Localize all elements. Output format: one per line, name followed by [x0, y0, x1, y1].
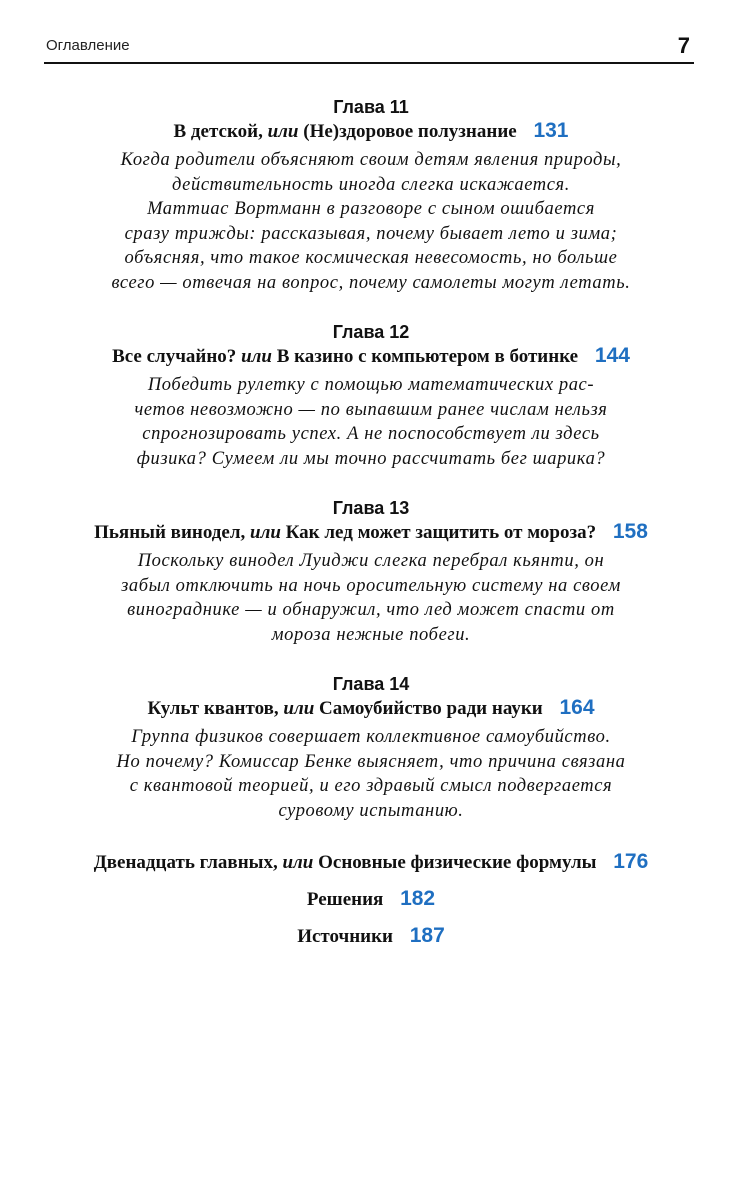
description-line: Когда родители объясняют своим детям явления природы,: [120, 150, 622, 170]
toc-content: [44, 96, 698, 960]
chapter-page-number[interactable]: 158: [612, 520, 648, 543]
toc-entry-sources[interactable]: [44, 923, 698, 950]
chapter-title-or: или: [241, 346, 272, 367]
running-header: [44, 34, 694, 64]
chapter-title-part-b: Как лед может защитить от мороза?: [285, 522, 597, 543]
description-line: Поскольку винодел Луиджи слегка перебрал кьянти, он: [137, 551, 605, 571]
chapter-page-number[interactable]: 131: [533, 119, 569, 142]
chapter-title-part-a: В детской,: [173, 121, 263, 142]
description-line: физика? Сумеем ли мы точно рассчитать бег шарика?: [136, 448, 606, 469]
header-page-number: 7: [677, 33, 690, 58]
chapter-description: [44, 549, 698, 647]
chapter-title-part-a: Пьяный винодел,: [94, 522, 246, 543]
chapter-title-or: или: [283, 698, 315, 719]
chapter-label: Глава 11: [333, 97, 409, 117]
entry-page-number[interactable]: 182: [400, 887, 436, 910]
chapter-title-part-b: Самоубийство ради науки: [319, 698, 543, 719]
description-line: Но почему? Комиссар Бенке выясняет, что причина связана: [116, 751, 626, 772]
chapter-title[interactable]: [44, 343, 698, 370]
chapter-title-part-a: Все случайно?: [112, 346, 237, 367]
chapter-description: [44, 725, 698, 823]
entry-title-part-b: Основные физические формулы: [318, 852, 597, 873]
chapter-title[interactable]: [44, 519, 698, 546]
toc-chapter-12: [44, 321, 698, 471]
chapter-label: Глава 13: [332, 498, 410, 518]
toc-chapter-11: [44, 96, 698, 295]
entry-title-or: или: [282, 852, 314, 873]
description-line: Победить рулетку с помощью математических рас-: [147, 375, 595, 395]
description-line: винограднике — и обнаружил, что лед может спасти от: [127, 600, 615, 620]
description-line: спрогнозировать успех. А не поспособствует ли здесь: [142, 424, 600, 444]
description-line: четов невозможно — по выпавшим ранее числам нельзя: [134, 399, 608, 420]
chapter-label: Глава 14: [332, 674, 410, 694]
chapter-label: Глава 12: [332, 322, 410, 342]
toc-entry-solutions[interactable]: [44, 886, 698, 913]
chapter-title-or: или: [267, 121, 299, 142]
description-line: Маттиас Вортманн в разговоре с сыном ошибается: [147, 199, 595, 219]
entry-title-part-a: Двенадцать главных,: [93, 852, 278, 873]
chapter-title-part-b: (Не)здоровое полузнание: [303, 121, 517, 142]
entry-title: Источники: [297, 926, 393, 947]
chapter-description: [44, 373, 698, 471]
chapter-description: [44, 148, 698, 295]
chapter-page-number[interactable]: 144: [594, 344, 630, 367]
description-line: всего — отвечая на вопрос, почему самолеты могут летать.: [111, 272, 631, 293]
chapter-title-or: или: [250, 522, 281, 543]
description-line: сразу трижды: рассказывая, почему бывает лето и зима;: [124, 223, 618, 244]
chapter-title-part-a: Культ квантов,: [147, 698, 279, 719]
toc-entry-formulas[interactable]: [44, 849, 698, 876]
chapter-title[interactable]: [44, 118, 698, 145]
entry-page-number[interactable]: 187: [409, 924, 445, 947]
description-line: объясняя, что такое космическая невесомость, но больше: [124, 248, 618, 268]
description-line: суровому испытанию.: [278, 800, 464, 821]
chapter-page-number[interactable]: 164: [559, 696, 595, 719]
description-line: Группа физиков совершает коллективное самоубийство.: [131, 727, 611, 747]
entry-title: Решения: [306, 889, 384, 910]
description-line: с квантовой теорией, и его здравый смысл подвергается: [129, 776, 613, 796]
description-line: действительность иногда слегка искажается.: [172, 174, 570, 195]
toc-chapter-14: [44, 673, 698, 823]
header-title: Оглавление: [46, 37, 130, 54]
entry-page-number[interactable]: 176: [613, 850, 649, 873]
description-line: мороза нежные побеги.: [271, 624, 471, 645]
chapter-title[interactable]: [44, 695, 698, 722]
description-line: забыл отключить на ночь оросительную систему на своем: [121, 575, 621, 596]
chapter-title-part-b: В казино с компьютером в ботинке: [276, 346, 579, 367]
toc-chapter-13: [44, 497, 698, 647]
